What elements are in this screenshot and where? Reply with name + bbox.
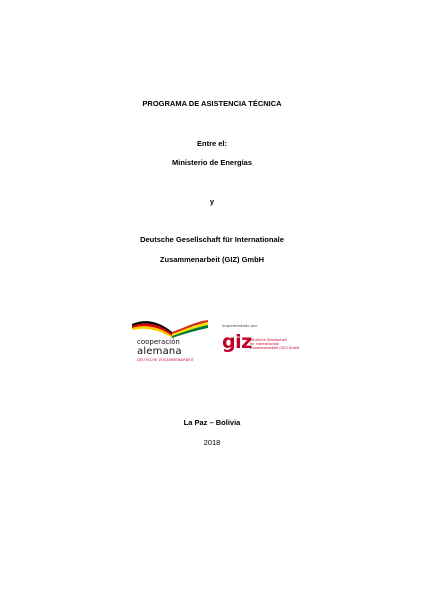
- deutsche-zusammenarbeit-text: DEUTSCHE ZUSAMMENARBEIT: [137, 358, 195, 362]
- year: 2018: [203, 438, 221, 447]
- giz-descriptor: [250, 338, 299, 350]
- logos-row: [130, 316, 300, 366]
- place: La Paz – Bolivia: [183, 418, 241, 427]
- cooperacion-text: cooperación: [137, 338, 180, 346]
- giz-descriptor-line: für Internationale: [250, 342, 279, 346]
- cooperacion-alemana-logo: [130, 316, 212, 366]
- giz-logo: [222, 323, 302, 363]
- between-label: Entre el:: [196, 139, 227, 148]
- party-two-line2: Zusammenarbeit (GIZ) GmbH: [159, 255, 265, 264]
- alemana-text: alemana: [137, 346, 182, 357]
- giz-descriptor-line: Zusammenarbeit (GIZ) GmbH: [250, 346, 300, 350]
- program-title: PROGRAMA DE ASISTENCIA TÉCNICA: [142, 99, 282, 108]
- conjunction: y: [209, 197, 215, 206]
- party-one: Ministerio de Energías: [171, 158, 253, 167]
- party-two-line1: Deutsche Gesellschaft für Internationale: [140, 235, 284, 244]
- flag-swoosh-icon: [130, 316, 212, 340]
- giz-descriptor-line: Deutsche Gesellschaft: [250, 338, 287, 342]
- giz-wordmark: giz: [222, 331, 252, 353]
- implemented-by-text: Implementado por:: [222, 323, 259, 328]
